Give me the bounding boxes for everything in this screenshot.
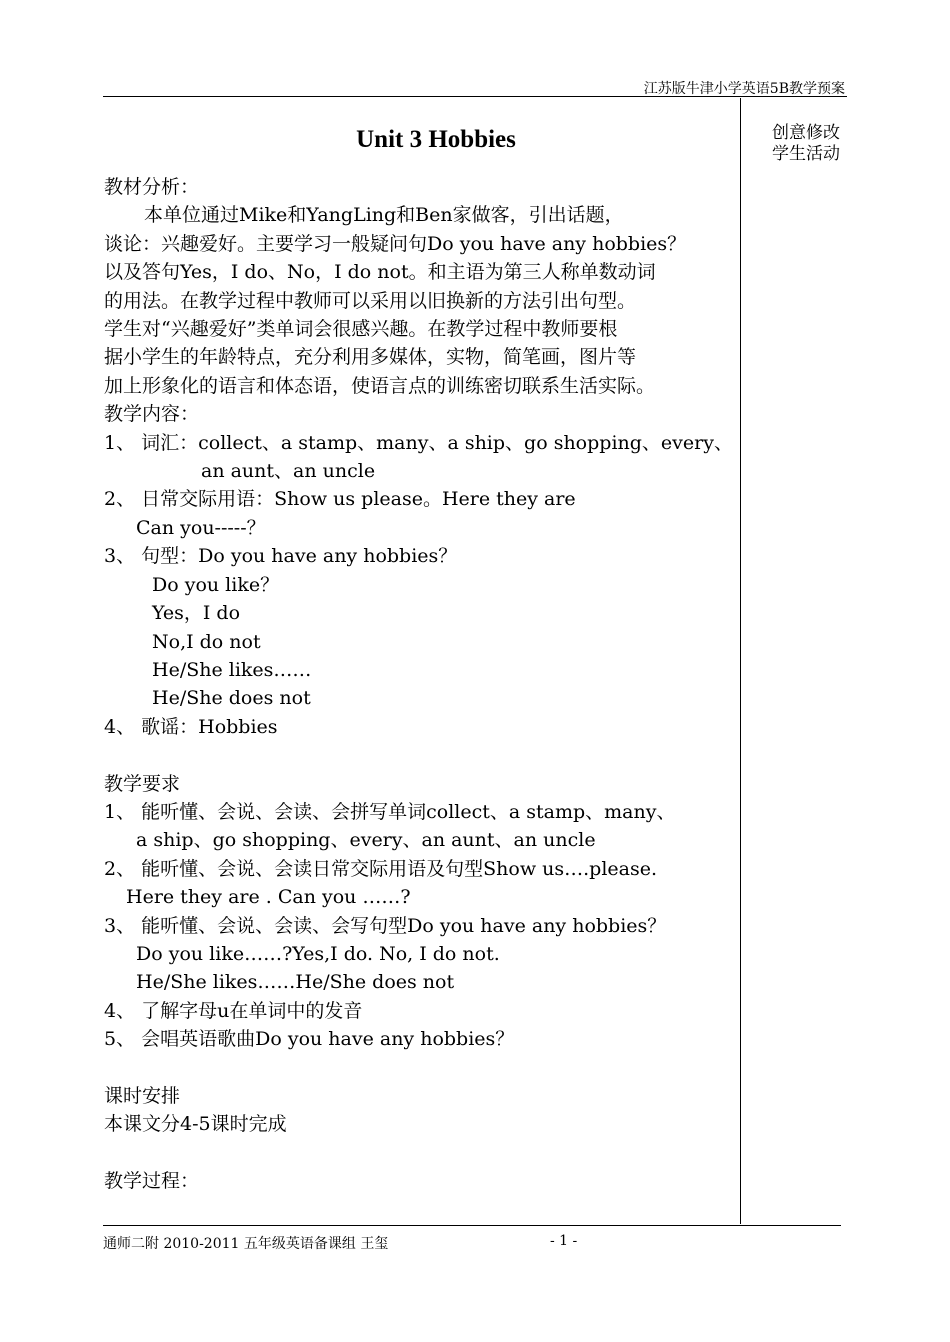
content-line: He/She does not xyxy=(152,687,311,710)
requirement-line: Do you like……?Yes,I do. No, I do not. xyxy=(136,942,500,965)
footer-rule xyxy=(103,1225,841,1226)
analysis-line: 的用法。在教学过程中教师可以采用以旧换新的方法引出句型。 xyxy=(104,289,637,312)
spacer xyxy=(104,1054,744,1082)
analysis-line: 本单位通过Mike和YangLing和Ben家做客，引出话题， xyxy=(144,204,624,227)
page-header: 江苏版牛津小学英语5B教学预案 xyxy=(643,81,845,97)
document-title: Unit 3 Hobbies xyxy=(356,126,516,153)
process-heading: 教学过程： xyxy=(104,1170,200,1193)
content-line: 4、 歌谣：Hobbies xyxy=(104,715,278,738)
side-note-line-2: 学生活动 xyxy=(772,144,840,164)
requirement-line: He/She likes……He/She does not xyxy=(136,971,455,994)
content-line: 1、 词汇：collect、a stamp、many、a ship、go shopping、every、 xyxy=(104,431,733,454)
requirement-line: 5、 会唱英语歌曲Do you have any hobbies？ xyxy=(104,1028,515,1051)
footer-text: 通师二附 2010-2011 五年级英语备课组 王玺 xyxy=(103,1236,389,1252)
page-number: - 1 - xyxy=(550,1233,578,1249)
content-line: No,I do not xyxy=(152,630,261,653)
schedule-line: 本课文分4-5课时完成 xyxy=(104,1113,287,1136)
content-heading: 教学内容： xyxy=(104,403,200,426)
analysis-line: 以及答句Yes，I do、No，I do not。和主语为第三人称单数动词 xyxy=(104,261,656,284)
requirement-line: a ship、go shopping、every、an aunt、an uncle xyxy=(136,829,596,852)
analysis-line: 据小学生的年龄特点，充分利用多媒体，实物，简笔画，图片等 xyxy=(104,346,637,369)
header-rule xyxy=(103,96,847,97)
content-line: Yes，I do xyxy=(152,602,241,625)
content-line: He/She likes…… xyxy=(152,658,312,681)
requirement-line: 3、 能听懂、会说、会读、会写句型Do you have any hobbies？ xyxy=(104,914,667,937)
content-line: 3、 句型：Do you have any hobbies？ xyxy=(104,545,458,568)
side-column xyxy=(772,123,852,165)
spacer xyxy=(104,1139,744,1167)
main-body xyxy=(104,173,744,1196)
analysis-line: 谈论：兴趣爱好。主要学习一般疑问句Do you have any hobbies？ xyxy=(104,232,687,255)
requirement-line: Here they are . Can you ……? xyxy=(126,886,411,909)
content-line: Can you-----？ xyxy=(136,516,266,539)
content-line: Do you like？ xyxy=(152,573,280,596)
requirements-heading: 教学要求 xyxy=(104,772,181,795)
requirement-line: 2、 能听懂、会说、会读日常交际用语及句型Show us….please. xyxy=(104,857,657,880)
spacer xyxy=(104,741,744,769)
side-note-line-1: 创意修改 xyxy=(772,123,840,143)
content-line: an aunt、an uncle xyxy=(201,460,376,483)
analysis-line: 加上形象化的语言和体态语，使语言点的训练密切联系生活实际。 xyxy=(104,374,656,397)
analysis-line: 学生对“兴趣爱好”类单词会很感兴趣。在教学过程中教师要根 xyxy=(104,318,618,341)
requirement-line: 1、 能听懂、会说、会读、会拼写单词collect、a stamp、many、 xyxy=(104,800,676,823)
requirement-line: 4、 了解字母u在单词中的发音 xyxy=(104,999,363,1022)
analysis-heading: 教材分析： xyxy=(104,176,200,198)
content-line: 2、 日常交际用语：Show us please。Here they are xyxy=(104,488,576,511)
schedule-heading: 课时安排 xyxy=(104,1084,181,1107)
